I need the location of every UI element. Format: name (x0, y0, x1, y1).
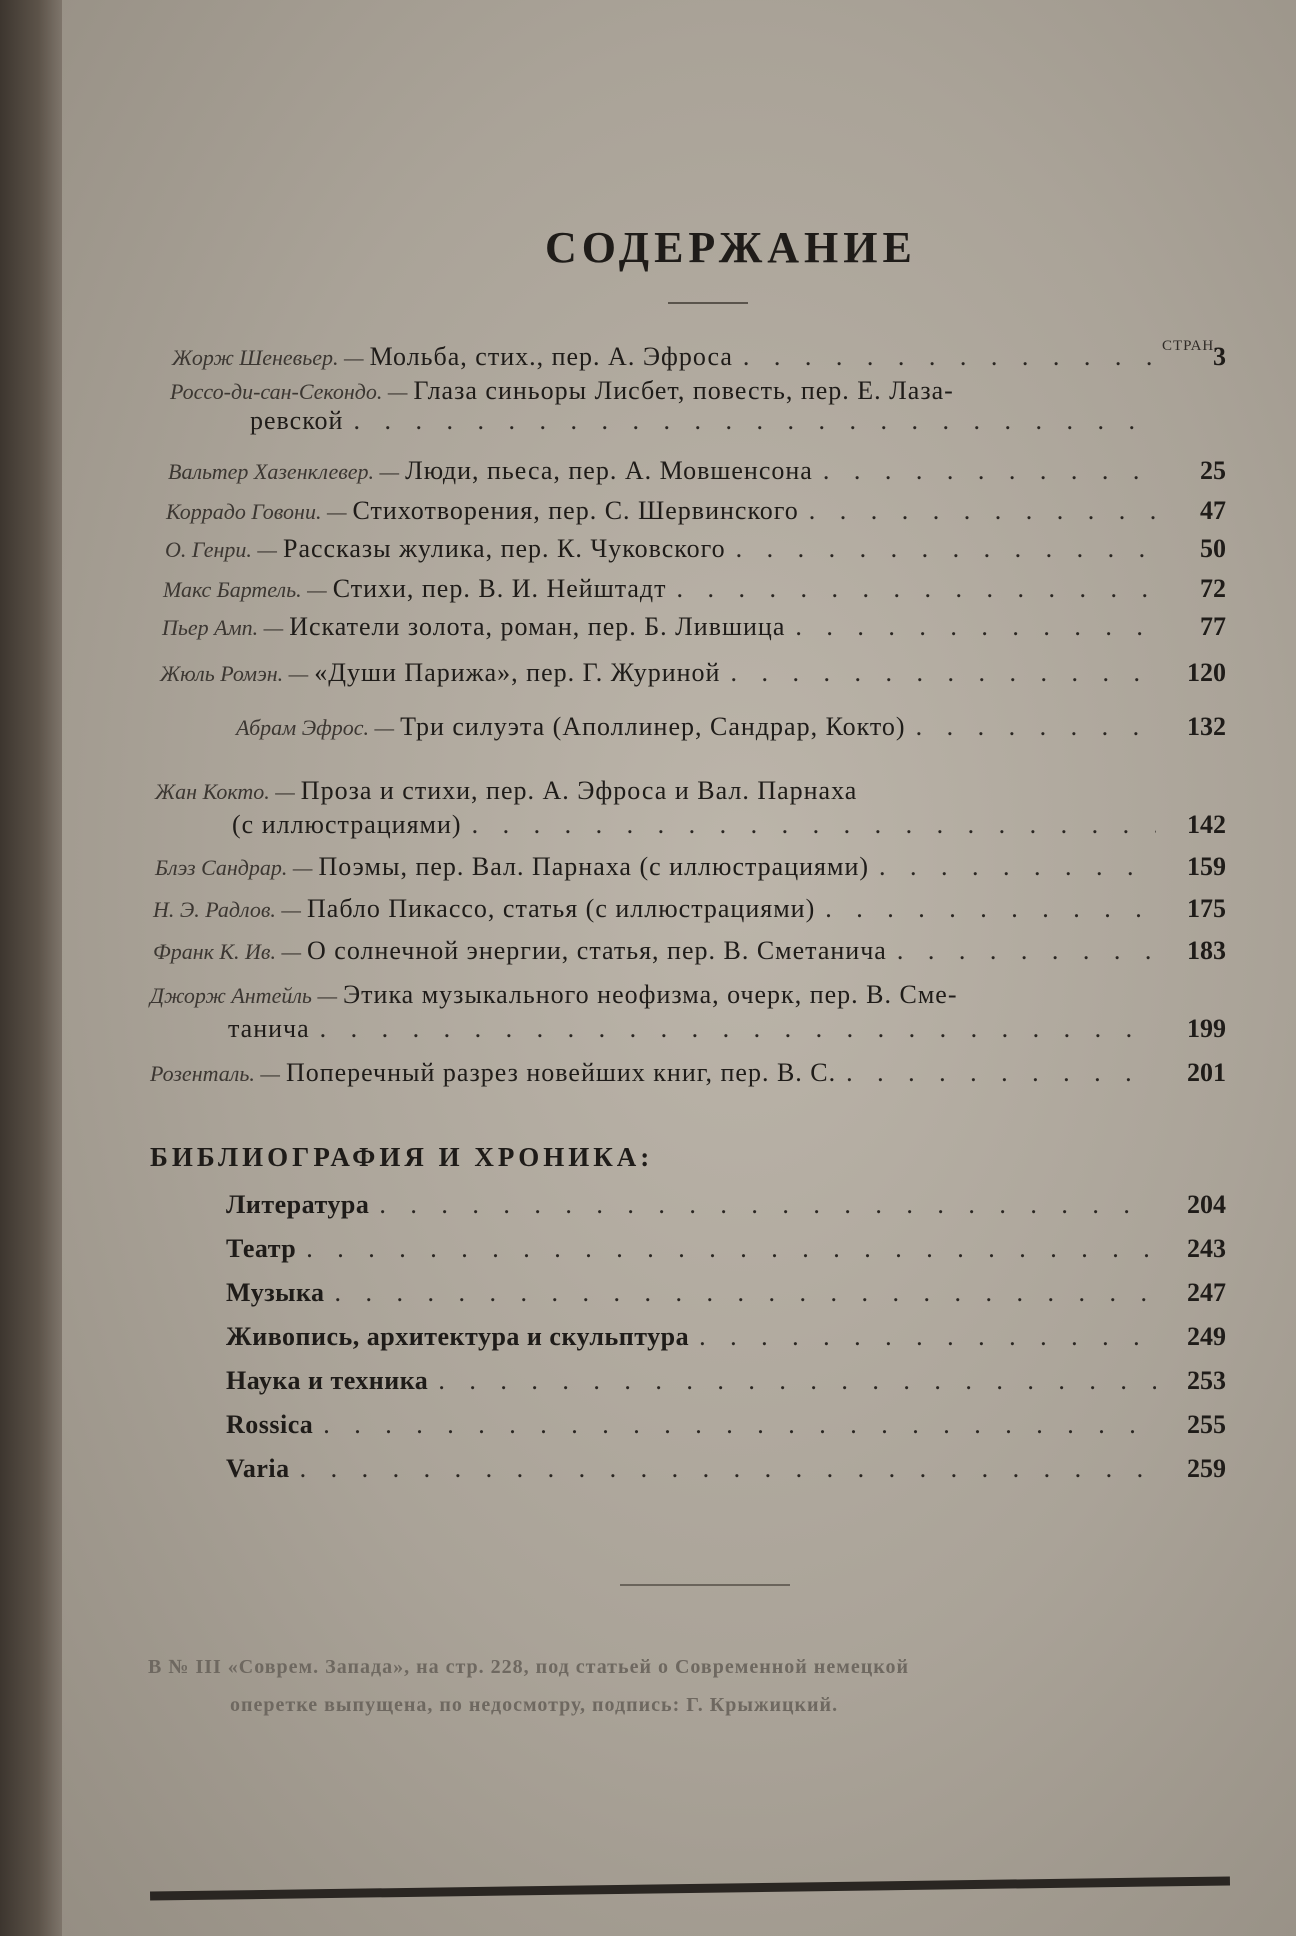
entry-author: Н. Э. Радлов. — (153, 897, 301, 922)
entry-author: Россо-ди-сан-Секондо. — (170, 379, 408, 404)
page-column-header: СТРАН. (1162, 338, 1220, 354)
toc-entry (168, 456, 1226, 494)
leader-dots (699, 1322, 1156, 1352)
book-spine (0, 0, 70, 1936)
toc-entry (172, 342, 1226, 380)
leader-dots (472, 810, 1156, 840)
entry-page: 201 (1187, 1058, 1226, 1087)
subsection-title: Литература (226, 1190, 370, 1219)
toc-entry (153, 894, 1226, 932)
toc-entry (163, 574, 1226, 612)
leader-dots (823, 456, 1156, 486)
entry-author: Жюль Ромэн. — (160, 661, 309, 686)
entry-page: 3 (1213, 342, 1226, 371)
toc-entry (160, 658, 1226, 696)
subsection-entry (226, 1278, 1226, 1316)
entry-title: Пабло Пикассо, статья (с иллюстрациями) (307, 894, 816, 923)
page-title: СОДЕРЖАНИЕ (545, 223, 917, 272)
leader-dots (379, 1190, 1156, 1220)
entry-title: Мольба, стих., пер. А. Эфроса (369, 342, 733, 371)
subsection-page: 253 (1187, 1366, 1226, 1395)
leader-dots (730, 658, 1156, 688)
entry-title: Три силуэта (Аполлинер, Сандрар, Кокто) (400, 712, 906, 741)
entry-author: Джорж Антейль — (150, 983, 337, 1008)
toc-entry (162, 612, 1226, 650)
entry-author: Абрам Эфрос. — (236, 715, 395, 740)
subsection-page: 259 (1187, 1454, 1226, 1483)
toc-entry-continuation (228, 1014, 1226, 1052)
entry-page: 142 (1187, 810, 1226, 839)
leader-dots (825, 894, 1156, 924)
leader-dots (300, 1454, 1156, 1484)
entry-page: 72 (1200, 574, 1226, 603)
entry-page: 159 (1187, 852, 1226, 881)
subsection-page: 249 (1187, 1322, 1226, 1351)
toc-entry-continuation (232, 810, 1226, 848)
entry-title-continued: ревской (250, 406, 344, 435)
entry-author: Вальтер Хазенклевер. — (168, 459, 400, 484)
leader-dots (897, 936, 1156, 966)
entry-title: Стихи, пер. В. И. Нейштадт (332, 574, 667, 603)
entry-page: 47 (1200, 496, 1226, 525)
toc-entry (166, 496, 1226, 534)
subsection-entry (226, 1234, 1226, 1272)
leader-dots (809, 496, 1156, 526)
toc-entry (165, 534, 1226, 572)
toc-entry (155, 852, 1226, 890)
entry-page: 120 (1187, 658, 1226, 687)
leader-dots (736, 534, 1156, 564)
entry-title: Поэмы, пер. Вал. Парнаха (с иллюстрациями) (318, 852, 870, 881)
entry-page: 77 (1200, 612, 1226, 641)
subsection-title: Наука и техника (226, 1366, 429, 1395)
leader-dots (879, 852, 1156, 882)
entry-title: Проза и стихи, пер. А. Эфроса и Вал. Парнаха (300, 776, 858, 805)
leader-dots (320, 1014, 1156, 1044)
entry-author: Макс Бартель. — (163, 577, 327, 602)
leader-dots (846, 1058, 1156, 1088)
entry-page: 25 (1200, 456, 1226, 485)
subsection-title: Музыка (226, 1278, 325, 1307)
subsection-page: 243 (1187, 1234, 1226, 1263)
leader-dots (335, 1278, 1156, 1308)
entry-author: О. Генри. — (165, 537, 277, 562)
entry-author: Пьер Амп. — (162, 615, 284, 640)
leader-dots (323, 1410, 1156, 1440)
entry-title: «Души Парижа», пер. Г. Журиной (314, 658, 721, 687)
toc-entry-continuation (250, 406, 1166, 444)
subsection-title: Rossica (226, 1410, 314, 1439)
entry-author: Коррадо Говони. — (166, 499, 347, 524)
entry-page: 175 (1187, 894, 1226, 923)
entry-author: Жан Кокто. — (155, 779, 295, 804)
leader-dots (916, 712, 1156, 742)
section-divider (620, 1584, 790, 1586)
entry-page: 183 (1187, 936, 1226, 965)
entry-title: Люди, пьеса, пер. А. Мовшенсона (405, 456, 813, 485)
subsection-page: 247 (1187, 1278, 1226, 1307)
leader-dots (795, 612, 1156, 642)
entry-author: Жорж Шеневьер. — (172, 345, 364, 370)
entry-title: Этика музыкального неофизма, очерк, пер. В. Сме- (343, 980, 958, 1009)
entry-author: Розенталь. — (150, 1061, 280, 1086)
entry-title: Стихотворения, пер. С. Шервинского (352, 496, 799, 525)
section-heading: БИБЛИОГРАФИЯ И ХРОНИКА: (150, 1142, 654, 1172)
subsection-title: Театр (226, 1234, 297, 1263)
entry-page: 199 (1187, 1014, 1226, 1043)
subsection-entry (226, 1410, 1226, 1448)
entry-page: 50 (1200, 534, 1226, 563)
leader-dots (306, 1234, 1156, 1264)
entry-title: Поперечный разрез новейших книг, пер. В. С. (285, 1058, 837, 1087)
entry-author: Франк К. Ив. — (153, 939, 302, 964)
subsection-entry (226, 1190, 1226, 1228)
subsection-entry (226, 1366, 1226, 1404)
erratum-note-line-2: оперетке выпущена, по недосмотру, подпись: Г. Крыжицкий. (230, 1694, 839, 1716)
leader-dots (353, 406, 1156, 436)
subsection-title: Varia (226, 1454, 290, 1483)
entry-title: Глаза синьоры Лисбет, повесть, пер. Е. Лаза- (413, 376, 954, 405)
title-divider (668, 302, 748, 304)
leader-dots (677, 574, 1156, 604)
entry-author: Блэз Сандрар. — (155, 855, 313, 880)
toc-entry (153, 936, 1226, 974)
subsection-page: 255 (1187, 1410, 1226, 1439)
entry-title: О солнечной энергии, статья, пер. В. Сметанича (307, 936, 887, 965)
subsection-entry (226, 1322, 1226, 1360)
subsection-title: Живопись, архитектура и скульптура (226, 1322, 690, 1351)
leader-dots (743, 342, 1156, 372)
toc-entry (150, 980, 957, 1018)
entry-title-continued: танича (228, 1014, 310, 1043)
toc-entry (150, 1058, 1226, 1096)
toc-entry (236, 712, 1226, 750)
subsection-entry (226, 1454, 1226, 1492)
leader-dots (438, 1366, 1156, 1396)
subsection-page: 204 (1187, 1190, 1226, 1219)
entry-title: Искатели золота, роман, пер. Б. Лившица (289, 612, 786, 641)
entry-page: 132 (1187, 712, 1226, 741)
erratum-note-line-1: В № III «Соврем. Запада», на стр. 228, под статьей о Современной немецкой (148, 1656, 909, 1678)
entry-title: Рассказы жулика, пер. К. Чуковского (283, 534, 726, 563)
entry-title-continued: (с иллюстрациями) (232, 810, 462, 839)
toc-entry (155, 776, 857, 814)
